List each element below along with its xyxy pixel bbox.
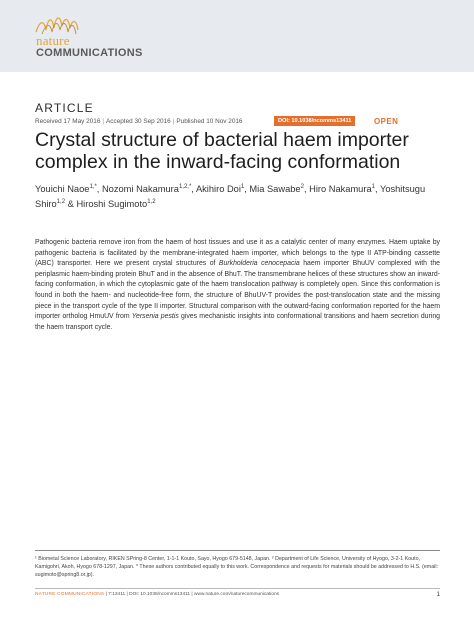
author-name[interactable]: Hiro Nakamura <box>309 184 372 195</box>
footer-reference: | 7:13411 | DOI: 10.1038/ncomms13411 | www.nature.com/naturecommunications <box>104 592 280 597</box>
abstract-part-1: Pathogenic bacteria remove iron from the haem of host tissues and use it as a catalytic center of many enzymes. Haem uptake by pathogenic bacteria is facilitated by the membrane-integrated haem importer, which belongs to the type II ATP-binding cassette (ABC) transporter. Here we present crystal structures of <box>35 239 440 268</box>
author-name[interactable]: Akihiro Doi <box>195 184 241 195</box>
accepted-date: Accepted 30 Sep 2016 <box>106 118 171 125</box>
abstract <box>35 238 440 333</box>
footnote-divider <box>35 550 440 551</box>
author-name[interactable]: Nozomi Nakamura <box>101 184 179 195</box>
doi-badge[interactable]: DOI: 10.1038/ncomms13411 <box>274 116 355 126</box>
author-name[interactable]: Yoshitsugu Shiro <box>35 184 426 210</box>
author-affiliation-marker: 1,2 <box>56 199 66 206</box>
received-date: Received 17 May 2016 <box>35 118 101 125</box>
logo-nature-text: nature <box>36 33 70 48</box>
species-name-2: Yersenia pestis <box>131 313 179 321</box>
abstract-part-3: gives mechanistic insights into conformational transitions and haem secretion during the haem transport cycle. <box>35 313 440 331</box>
author-affiliation-marker: 1,2 <box>147 199 156 206</box>
author-list: Youichi Naoe$^{1,*}$, Nozomi Nakamura$^{1,2,*}$, Akihiro Doi$^1$, Mia Sawabe$^2$, Hiro Nakamura$^1$, Yoshitsugu Shiro$^{1,2}$ & Hiroshi Sugimoto$^{1,2}$ <box>35 184 426 210</box>
page-footer <box>35 592 440 602</box>
affiliations-footnote: ¹ Biometal Science Laboratory, RIKEN SPring-8 Center, 1-1-1 Kouto, Sayo, Hyogo 679-5148, Japan. ² Department of Life Science, University of Hyogo, 3-2-1 Kouto, Kamigohri, Akoh, Hyogo 678-1297, Japan. * These authors contributed equally to this work. Correspondence and requests for materials should be addressed to H.S. (email: sugimoto@spring8.or.jp). <box>35 556 438 578</box>
publication-dates: Received 17 May 2016 | Accepted 30 Sep 2016 | Published 10 Nov 2016 <box>35 118 243 125</box>
article-title: Crystal structure of bacterial haem importer complex in the inward-facing conformation <box>35 129 409 173</box>
species-name-1: Burkholderia cenocepacia <box>218 260 300 268</box>
abstract-part-2: haem importer BhuUV complexed with the periplasmic haem-binding protein BhuT and in the absence of BhuT. The transmembrane helices of these structures show an inward-facing conformation, in which the cytoplasmic gate of the haem translocation pathway is completely open. Since this conformation is found in both the haem- and nucleotide-free form, the structure of BhuUV-T provides the post-translocation state and the missing piece in the transport cycle of the type II importer. Structural comparison with the outward-facing conformation reported for the haem importer ortholog HmuUV from <box>35 260 441 321</box>
author-name[interactable]: Mia Sawabe <box>249 184 301 195</box>
nature-communications-logo <box>34 14 144 60</box>
author-affiliation-marker: 1,* <box>89 184 97 190</box>
footer-divider <box>35 588 440 589</box>
article-type-label: ARTICLE <box>35 101 94 115</box>
author-affiliation-marker: 2 <box>300 184 304 190</box>
page-number: 1 <box>436 592 440 598</box>
author-name[interactable]: Hiroshi Sugimoto <box>76 199 148 210</box>
published-date: Published 10 Nov 2016 <box>176 118 243 125</box>
author-affiliation-marker: 1 <box>240 184 245 190</box>
open-access-badge: OPEN <box>374 117 399 126</box>
author-affiliation-marker: 1 <box>371 184 375 190</box>
footer-journal-name: NATURE COMMUNICATIONS <box>35 592 105 597</box>
author-name[interactable]: Youichi Naoe <box>35 184 90 195</box>
author-affiliation-marker: 1,2,* <box>178 184 192 190</box>
logo-communications-text: COMMUNICATIONS <box>36 47 143 59</box>
